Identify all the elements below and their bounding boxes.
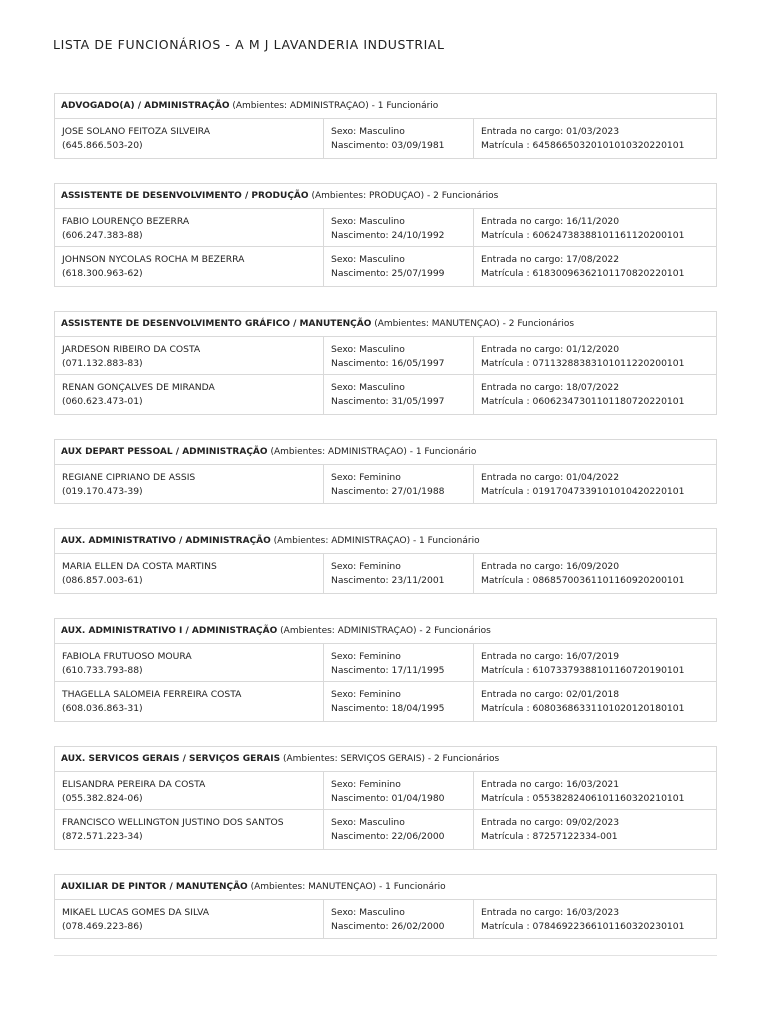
employee-sex: Sexo: Masculino: [331, 126, 405, 137]
footer-divider: [54, 955, 717, 956]
employee-personal: [324, 644, 474, 682]
employee-start-date: Entrada no cargo: 16/09/2020: [481, 561, 620, 572]
employee-birthdate: Nascimento: 25/07/1999: [331, 268, 445, 279]
role-info: (Ambientes: MANUTENÇAO) - 1 Funcionário: [250, 881, 446, 892]
role-group: [54, 93, 717, 159]
employee-registration: Matrícula : 60803686331101020120180101: [481, 703, 685, 714]
employee-start-date: Entrada no cargo: 02/01/2018: [481, 689, 620, 700]
employee-cpf: (060.623.473-01): [62, 396, 143, 407]
employee-row: [55, 682, 716, 721]
employee-personal: [324, 119, 474, 158]
employee-identity: [55, 375, 324, 414]
role-info: (Ambientes: ADMINISTRAÇAO) - 1 Funcionário: [273, 536, 480, 546]
employee-registration: Matrícula : 60624738388101161120200101: [481, 229, 685, 241]
employee-name: MIKAEL LUCAS GOMES DA SILVA: [62, 906, 210, 918]
employee-identity: [55, 465, 324, 504]
employee-sex: Sexo: Masculino: [331, 817, 405, 828]
employee-row: [55, 772, 716, 811]
employee-personal: [324, 810, 474, 849]
employee-personal: [324, 209, 474, 247]
role-info: (Ambientes: ADMINISTRAÇAO) - 2 Funcionários: [280, 625, 491, 636]
employee-cpf: (872.571.223-34): [62, 831, 143, 842]
employee-job: [474, 247, 716, 286]
employee-sex: Sexo: Masculino: [331, 906, 405, 918]
employee-registration: Matrícula : 64586650320101010320220101: [481, 140, 685, 151]
employee-personal: [324, 337, 474, 375]
employee-personal: [324, 900, 474, 939]
employee-identity: [55, 644, 324, 682]
employee-name: FABIO LOURENÇO BEZERRA: [62, 215, 190, 227]
employee-name: MARIA ELLEN DA COSTA MARTINS: [62, 561, 217, 572]
employee-cpf: (618.300.963-62): [62, 268, 143, 279]
employee-identity: [55, 209, 324, 247]
employee-birthdate: Nascimento: 16/05/1997: [331, 357, 445, 369]
role-title: ASSISTENTE DE DESENVOLVIMENTO GRÁFICO / MANUTENÇÃO: [61, 318, 372, 329]
employee-registration: Matrícula : 01917047339101010420220101: [481, 485, 685, 497]
employee-identity: [55, 900, 324, 939]
employee-row: [55, 337, 716, 376]
employee-cpf: (608.036.863-31): [62, 703, 143, 714]
employee-birthdate: Nascimento: 03/09/1981: [331, 140, 445, 151]
employee-name: RENAN GONÇALVES DE MIRANDA: [62, 382, 215, 393]
employee-job: [474, 119, 716, 158]
employee-row: [55, 810, 716, 849]
employee-sex: Sexo: Masculino: [331, 382, 405, 393]
page-title: LISTA DE FUNCIONÁRIOS - A M J LAVANDERIA INDUSTRIAL: [53, 37, 445, 52]
employee-cpf: (019.170.473-39): [62, 485, 143, 497]
employee-job: [474, 772, 716, 810]
employee-sex: Sexo: Masculino: [331, 343, 405, 355]
group-header: [55, 747, 716, 772]
employee-start-date: Entrada no cargo: 18/07/2022: [481, 382, 620, 393]
role-title: AUX DEPART PESSOAL / ADMINISTRAÇÃO: [61, 446, 268, 457]
employee-registration: Matrícula : 06062347301101180720220101: [481, 396, 685, 407]
employee-sex: Sexo: Masculino: [331, 254, 405, 265]
employee-job: [474, 644, 716, 682]
employee-start-date: Entrada no cargo: 09/02/2023: [481, 817, 620, 828]
employee-personal: [324, 375, 474, 414]
employee-registration: Matrícula : 61073379388101160720190101: [481, 664, 685, 676]
employee-job: [474, 209, 716, 247]
role-group: [54, 528, 717, 594]
role-info: (Ambientes: ADMINISTRAÇAO) - 1 Funcionário: [270, 446, 477, 457]
group-header: [55, 184, 716, 209]
group-header: [55, 94, 716, 119]
employee-job: [474, 682, 716, 721]
employee-birthdate: Nascimento: 24/10/1992: [331, 229, 445, 241]
employee-sex: Sexo: Feminino: [331, 561, 401, 572]
role-title: AUXILIAR DE PINTOR / MANUTENÇÃO: [61, 881, 248, 892]
employee-sex: Sexo: Feminino: [331, 689, 401, 700]
employee-cpf: (610.733.793-88): [62, 664, 143, 676]
employee-row: [55, 247, 716, 286]
employee-sex: Sexo: Feminino: [331, 471, 401, 483]
employee-groups: [54, 93, 717, 963]
group-header: [55, 619, 716, 644]
employee-sex: Sexo: Masculino: [331, 215, 405, 227]
employee-row: [55, 644, 716, 683]
employee-job: [474, 900, 716, 939]
employee-cpf: (645.866.503-20): [62, 140, 143, 151]
role-title: AUX. ADMINISTRATIVO I / ADMINISTRAÇÃO: [61, 625, 278, 636]
employee-registration: Matrícula : 05538282406101160320210101: [481, 792, 685, 804]
employee-identity: [55, 247, 324, 286]
employee-start-date: Entrada no cargo: 16/03/2021: [481, 778, 620, 790]
employee-row: [55, 375, 716, 414]
employee-identity: [55, 337, 324, 375]
employee-registration: Matrícula : 07846922366101160320230101: [481, 920, 685, 932]
employee-start-date: Entrada no cargo: 17/08/2022: [481, 254, 620, 265]
role-info: (Ambientes: PRODUÇAO) - 2 Funcionários: [311, 190, 499, 201]
employee-cpf: (071.132.883-83): [62, 357, 143, 369]
employee-start-date: Entrada no cargo: 16/07/2019: [481, 650, 620, 662]
role-title: ADVOGADO(A) / ADMINISTRAÇÃO: [61, 101, 230, 111]
role-group: [54, 746, 717, 850]
employee-start-date: Entrada no cargo: 16/03/2023: [481, 906, 620, 918]
employee-personal: [324, 554, 474, 593]
employee-job: [474, 810, 716, 849]
employee-personal: [324, 772, 474, 810]
employee-job: [474, 465, 716, 504]
employee-registration: Matrícula : 08685700361101160920200101: [481, 575, 685, 586]
employee-identity: [55, 772, 324, 810]
role-group: [54, 874, 717, 940]
employee-name: JOSE SOLANO FEITOZA SILVEIRA: [62, 126, 211, 137]
employee-birthdate: Nascimento: 01/04/1980: [331, 792, 445, 804]
role-info: (Ambientes: MANUTENÇAO) - 2 Funcionários: [374, 318, 575, 329]
employee-personal: [324, 682, 474, 721]
employee-birthdate: Nascimento: 26/02/2000: [331, 920, 445, 932]
employee-name: FABIOLA FRUTUOSO MOURA: [62, 650, 192, 662]
employee-identity: [55, 554, 324, 593]
employee-start-date: Entrada no cargo: 01/04/2022: [481, 471, 620, 483]
group-header: [55, 875, 716, 900]
role-group: [54, 311, 717, 415]
employee-cpf: (078.469.223-86): [62, 920, 143, 932]
employee-registration: Matrícula : 61830096362101170820220101: [481, 268, 685, 279]
employee-row: [55, 900, 716, 939]
employee-cpf: (606.247.383-88): [62, 229, 143, 241]
employee-cpf: (055.382.824-06): [62, 792, 143, 804]
employee-name: FRANCISCO WELLINGTON JUSTINO DOS SANTOS: [62, 817, 284, 828]
employee-registration: Matrícula : 07113288383101011220200101: [481, 357, 685, 369]
employee-birthdate: Nascimento: 17/11/1995: [331, 664, 445, 676]
role-title: AUX. SERVICOS GERAIS / SERVIÇOS GERAIS: [61, 753, 281, 764]
employee-start-date: Entrada no cargo: 01/03/2023: [481, 126, 620, 137]
employee-job: [474, 554, 716, 593]
group-header: [55, 440, 716, 465]
role-info: (Ambientes: ADMINISTRAÇAO) - 1 Funcionário: [232, 101, 439, 111]
employee-job: [474, 375, 716, 414]
employee-name: REGIANE CIPRIANO DE ASSIS: [62, 471, 196, 483]
employee-identity: [55, 682, 324, 721]
employee-sex: Sexo: Feminino: [331, 778, 401, 790]
employee-row: [55, 465, 716, 504]
employee-personal: [324, 465, 474, 504]
employee-name: JOHNSON NYCOLAS ROCHA M BEZERRA: [62, 254, 245, 265]
role-group: [54, 618, 717, 722]
employee-personal: [324, 247, 474, 286]
role-title: ASSISTENTE DE DESENVOLVIMENTO / PRODUÇÃO: [61, 190, 309, 201]
employee-birthdate: Nascimento: 27/01/1988: [331, 485, 445, 497]
employee-identity: [55, 119, 324, 158]
employee-start-date: Entrada no cargo: 16/11/2020: [481, 215, 620, 227]
role-group: [54, 439, 717, 505]
employee-start-date: Entrada no cargo: 01/12/2020: [481, 343, 620, 355]
employee-name: THAGELLA SALOMEIA FERREIRA COSTA: [62, 689, 242, 700]
employee-name: ELISANDRA PEREIRA DA COSTA: [62, 778, 206, 790]
role-info: (Ambientes: SERVIÇOS GERAIS) - 2 Funcionários: [282, 753, 500, 764]
employee-sex: Sexo: Feminino: [331, 650, 401, 662]
employee-row: [55, 554, 716, 593]
employee-birthdate: Nascimento: 23/11/2001: [331, 575, 445, 586]
employee-name: JARDESON RIBEIRO DA COSTA: [62, 343, 201, 355]
employee-birthdate: Nascimento: 31/05/1997: [331, 396, 445, 407]
role-title: AUX. ADMINISTRATIVO / ADMINISTRAÇÃO: [61, 536, 271, 546]
group-header: [55, 312, 716, 337]
employee-row: [55, 209, 716, 248]
employee-cpf: (086.857.003-61): [62, 575, 143, 586]
employee-birthdate: Nascimento: 22/06/2000: [331, 831, 445, 842]
employee-job: [474, 337, 716, 375]
employee-registration: Matrícula : 87257122334-001: [481, 831, 618, 842]
group-header: [55, 529, 716, 554]
employee-row: [55, 119, 716, 158]
employee-identity: [55, 810, 324, 849]
employee-birthdate: Nascimento: 18/04/1995: [331, 703, 445, 714]
role-group: [54, 183, 717, 287]
